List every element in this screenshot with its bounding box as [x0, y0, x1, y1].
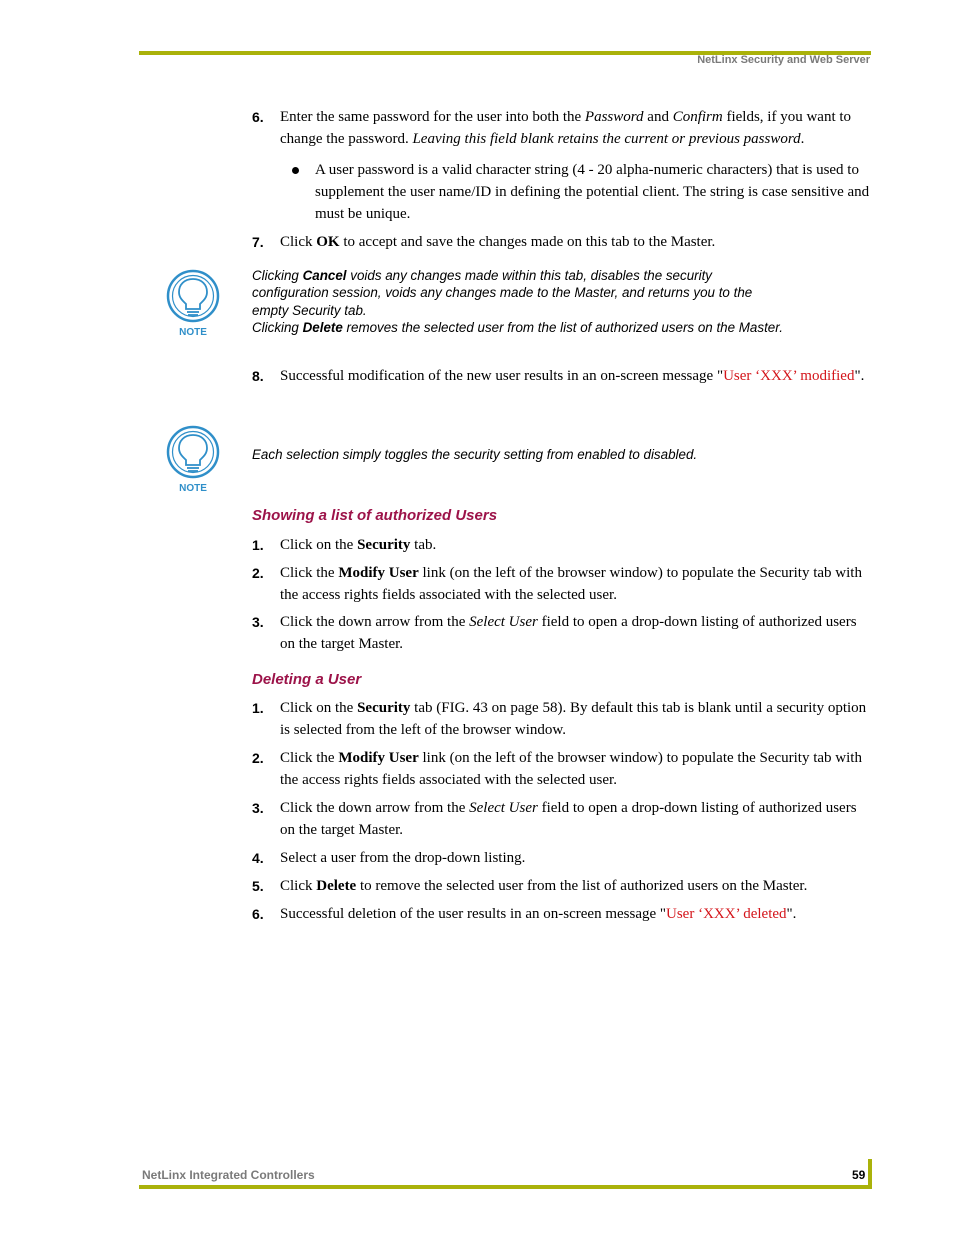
- modified-message: User ‘XXX’ modified: [723, 368, 855, 384]
- page-number: 59: [852, 1168, 866, 1182]
- heading-showing-users: Showing a list of authorized Users: [252, 507, 498, 524]
- note-cancel-delete: [252, 267, 792, 336]
- deleted-message: User ‘XXX’ deleted: [666, 906, 787, 922]
- note-lightbulb-icon: [165, 424, 221, 496]
- delete-step-3: 3. Click the down arrow from the Select User field to open a drop-down listing of authorized users on the target Master.: [252, 800, 857, 838]
- note-delete-paragraph: Clicking Delete removes the selected user from the list of authorized users on the Master.: [252, 319, 783, 335]
- step-7-ok: 7. Click OK to accept and save the changes made on this tab to the Master.: [252, 234, 716, 250]
- footer-rule-vertical: [868, 1159, 872, 1189]
- running-header: NetLinx Security and Web Server: [697, 54, 870, 66]
- delete-step-1: 1. Click on the Security tab (FIG. 43 on page 58). By default this tab is blank until a security option is selected from the left of the browser window.: [252, 700, 867, 738]
- note-cancel-paragraph: Clicking Cancel voids any changes made within this tab, disables the security configuration session, voids any changes made to the Master, and returns you to the empty Security tab.: [252, 268, 753, 318]
- svg-text:NOTE: NOTE: [179, 327, 207, 338]
- password-bullet: A user password is a valid character string (4 - 20 alpha-numeric characters) that is used to supplement the user name/ID in defining the potential client. The string is case sensitive and must be unique.: [292, 159, 870, 225]
- bullet-dot: [292, 167, 299, 174]
- step-6-password: 6. Enter the same password for the user into both the Password and Confirm fields, if you want to change the password. Leaving this field blank retains the current or previous password.: [252, 109, 852, 147]
- show-step-1: 1. Click on the Security tab.: [252, 537, 437, 553]
- delete-step-4: 4. Select a user from the drop-down listing.: [252, 850, 526, 866]
- running-footer: NetLinx Integrated Controllers: [142, 1168, 315, 1182]
- note-lightbulb-icon: [165, 268, 221, 340]
- heading-deleting-user: Deleting a User: [252, 671, 362, 688]
- show-step-3: 3. Click the down arrow from the Select User field to open a drop-down listing of authorized users on the target Master.: [252, 614, 857, 652]
- delete-step-2: 2. Click the Modify User link (on the left of the browser window) to populate the Security tab with the access rights fields associated with the selected user.: [252, 750, 862, 788]
- show-step-2: 2. Click the Modify User link (on the left of the browser window) to populate the Security tab with the access rights fields associated with the selected user.: [252, 565, 862, 603]
- footer-rule: [139, 1185, 872, 1189]
- step-8-modified: 8. Successful modification of the new user results in an on-screen message "User ‘XXX’ modified".: [252, 368, 865, 384]
- svg-text:NOTE: NOTE: [179, 483, 207, 494]
- delete-step-6: 6. Successful deletion of the user results in an on-screen message "User ‘XXX’ deleted".: [252, 906, 797, 922]
- delete-step-5: 5. Click Delete to remove the selected user from the list of authorized users on the Master.: [252, 878, 808, 894]
- note-toggle: Each selection simply toggles the security setting from enabled to disabled.: [252, 447, 698, 462]
